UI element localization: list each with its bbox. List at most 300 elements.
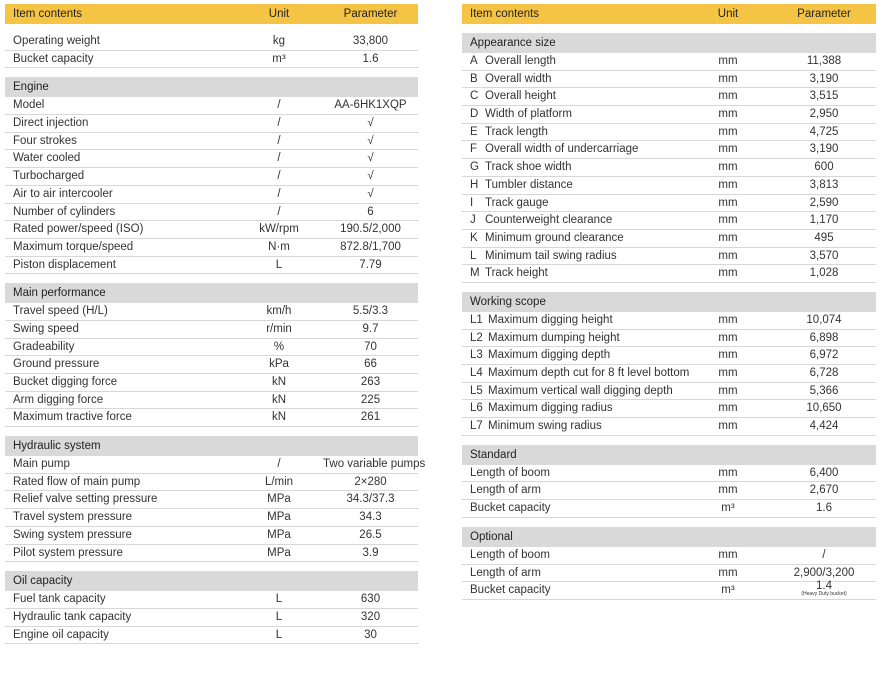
table-row <box>462 265 876 283</box>
unit-cell: mm <box>718 249 738 262</box>
item-cell <box>13 591 106 609</box>
unit-cell: / <box>277 458 281 471</box>
item-label: Travel system pressure <box>13 511 133 524</box>
unit-cell: L <box>275 628 283 641</box>
item-cell <box>470 212 612 230</box>
section-header <box>5 77 418 97</box>
parameter-cell: 10,074 <box>806 313 842 326</box>
table-row <box>5 33 418 51</box>
dimension-letter: C <box>470 90 479 103</box>
dimension-letter: B <box>470 72 478 85</box>
item-label: Arm digging force <box>13 393 104 406</box>
item-cell <box>470 347 610 365</box>
parameter-cell: √ <box>367 152 374 165</box>
table-row <box>5 392 418 410</box>
item-label: Track height <box>485 267 548 280</box>
item-label: Length of arm <box>470 484 541 497</box>
unit-cell: m³ <box>721 584 735 597</box>
unit-cell: mm <box>718 55 738 67</box>
item-label: Rated flow of main pump <box>13 475 141 488</box>
item-cell <box>470 330 620 348</box>
dimension-letter: M <box>470 267 480 280</box>
unit-cell: m³ <box>272 52 286 65</box>
header-unit: Unit <box>268 8 290 20</box>
unit-cell: r/min <box>266 322 292 335</box>
item-label: Water cooled <box>13 152 81 165</box>
unit-cell: % <box>273 340 285 353</box>
item-cell <box>470 159 572 177</box>
item-label: Main pump <box>13 458 70 471</box>
item-label: Maximum torque/speed <box>13 240 134 253</box>
parameter-cell: 5.5/3.3 <box>352 305 389 318</box>
item-label: Maximum digging height <box>488 313 613 326</box>
parameter-cell: √ <box>367 187 374 200</box>
table-header <box>462 4 876 24</box>
item-cell <box>13 303 108 321</box>
item-label: Maximum digging radius <box>488 402 613 415</box>
parameter-cell: 70 <box>364 340 377 353</box>
parameter-cell: 3,190 <box>809 143 839 156</box>
parameter-cell: 495 <box>814 231 834 244</box>
unit-cell: mm <box>718 178 738 191</box>
unit-cell: kN <box>271 411 287 424</box>
item-cell <box>470 141 638 159</box>
table-row <box>5 456 426 474</box>
item-cell <box>470 312 613 330</box>
item-label: Overall height <box>485 90 556 103</box>
table-row <box>5 627 418 645</box>
item-label: Overall length <box>485 55 556 67</box>
item-label: Piston displacement <box>13 258 116 271</box>
parameter-note: (Heavy Duty bucket) <box>801 591 847 598</box>
item-cell <box>13 51 94 69</box>
left-spec-table <box>5 4 426 644</box>
parameter-cell: 3,515 <box>809 90 839 103</box>
parameter-cell: 1.6 <box>362 52 379 65</box>
item-label: Track gauge <box>485 196 549 209</box>
unit-cell: / <box>277 205 281 218</box>
item-cell <box>470 365 689 383</box>
item-cell <box>13 491 157 509</box>
right-spec-table <box>462 4 876 600</box>
section-header <box>462 445 876 465</box>
parameter-cell: 34.3 <box>359 511 382 524</box>
item-label: Overall width <box>485 72 552 85</box>
item-cell <box>13 545 123 563</box>
parameter-cell: 4,725 <box>809 125 839 138</box>
header-parameter: Parameter <box>797 8 851 20</box>
parameter-cell: 1,028 <box>809 267 839 280</box>
item-cell <box>13 527 132 545</box>
unit-cell: / <box>277 99 281 112</box>
item-label: Hydraulic tank capacity <box>13 610 132 623</box>
section-header <box>5 571 418 591</box>
item-label: Model <box>13 99 45 112</box>
item-cell <box>13 133 77 151</box>
header-item-contents: Item contents <box>470 8 540 20</box>
unit-cell: N·m <box>268 240 290 253</box>
table-row <box>462 88 876 106</box>
item-label: Turbocharged <box>13 170 85 183</box>
section-title: Appearance size <box>470 37 556 49</box>
unit-cell: mm <box>718 466 738 479</box>
item-cell <box>470 482 541 500</box>
item-label: Minimum tail swing radius <box>485 249 617 262</box>
dimension-letter: L1 <box>470 313 483 326</box>
unit-cell: mm <box>718 331 738 344</box>
dimension-letter: F <box>470 143 478 156</box>
parameter-cell: AA-6HK1XQP <box>334 99 407 112</box>
item-cell <box>470 248 617 266</box>
unit-cell: L <box>275 593 283 606</box>
item-label: Bucket capacity <box>470 502 551 515</box>
table-row <box>5 51 418 69</box>
unit-cell: mm <box>718 90 738 103</box>
item-cell <box>13 339 74 357</box>
table-row <box>5 374 418 392</box>
item-cell <box>470 383 673 401</box>
table-row <box>462 53 876 71</box>
item-label: Overall width of undercarriage <box>485 143 639 156</box>
table-row <box>462 565 876 583</box>
parameter-cell: 5,366 <box>809 384 839 397</box>
unit-cell: mm <box>718 214 738 227</box>
table-row <box>462 400 876 418</box>
table-row <box>5 221 418 239</box>
unit-cell: mm <box>718 313 738 326</box>
unit-cell: MPa <box>267 546 291 559</box>
unit-cell: MPa <box>267 493 291 506</box>
item-cell <box>13 257 116 275</box>
parameter-cell: √ <box>367 134 374 147</box>
item-label: Maximum tractive force <box>13 411 132 424</box>
parameter-cell: 2,900/3,200 <box>793 566 855 579</box>
parameter-cell: 7.79 <box>359 258 382 271</box>
table-row <box>462 124 876 142</box>
parameter-cell: 6,400 <box>809 466 839 479</box>
table-row <box>5 591 418 609</box>
dimension-letter: D <box>470 108 479 121</box>
table-row <box>462 248 876 266</box>
table-row <box>462 418 876 436</box>
section-header <box>5 283 418 303</box>
parameter-cell: 10,650 <box>806 402 842 415</box>
parameter-cell: √ <box>367 170 374 183</box>
table-row <box>462 230 876 248</box>
dimension-letter: L <box>470 249 477 262</box>
section-title: Main performance <box>13 287 106 300</box>
parameter-cell: 3,190 <box>809 72 839 85</box>
table-row <box>462 159 876 177</box>
table-row <box>462 177 876 195</box>
table-row <box>462 465 876 483</box>
item-label: Width of platform <box>485 108 572 121</box>
item-label: Maximum dumping height <box>488 331 620 344</box>
table-row <box>462 347 876 365</box>
unit-cell: / <box>277 117 281 130</box>
section-header <box>462 527 876 547</box>
header-parameter: Parameter <box>343 8 398 20</box>
header-unit: Unit <box>717 8 739 20</box>
section-header <box>462 292 876 312</box>
item-cell <box>470 195 549 213</box>
unit-cell: mm <box>718 484 738 497</box>
item-label: Four strokes <box>13 134 77 147</box>
item-cell <box>470 106 572 124</box>
table-row <box>5 239 418 257</box>
unit-cell: kW/rpm <box>259 223 299 236</box>
item-cell <box>13 609 131 627</box>
table-row <box>5 609 418 627</box>
item-label: Counterweight clearance <box>485 214 613 227</box>
dimension-letter: L6 <box>470 402 483 415</box>
table-row <box>462 330 876 348</box>
parameter-cell: 190.5/2,000 <box>340 223 401 236</box>
unit-cell: mm <box>718 548 738 561</box>
item-cell <box>13 321 79 339</box>
item-label: Bucket digging force <box>13 376 118 388</box>
parameter-cell: / <box>822 548 826 561</box>
unit-cell: mm <box>718 566 738 579</box>
parameter-cell: 630 <box>360 593 381 606</box>
unit-cell: kN <box>271 376 287 388</box>
item-label: Length of boom <box>470 466 550 479</box>
item-label: Bucket capacity <box>470 584 551 597</box>
table-row <box>5 150 418 168</box>
item-cell <box>470 71 551 89</box>
item-cell <box>13 456 70 474</box>
dimension-letter: L3 <box>470 349 483 362</box>
unit-cell: mm <box>718 72 738 85</box>
unit-cell: MPa <box>267 528 291 541</box>
parameter-cell: 320 <box>360 610 381 623</box>
table-row <box>462 71 876 89</box>
item-cell <box>13 627 109 645</box>
table-row <box>5 491 418 509</box>
item-label: Maximum vertical wall digging depth <box>488 384 673 397</box>
unit-cell: mm <box>718 267 738 280</box>
item-cell <box>470 230 624 248</box>
parameter-cell: 11,388 <box>806 55 842 67</box>
dimension-letter: J <box>470 214 476 227</box>
item-label: Operating weight <box>13 35 100 47</box>
unit-cell: MPa <box>267 511 291 524</box>
table-row <box>5 321 418 339</box>
dimension-letter: L4 <box>470 367 483 379</box>
unit-cell: mm <box>718 349 738 362</box>
section-header <box>462 33 876 53</box>
dimension-letter: G <box>470 161 479 174</box>
section-title: Oil capacity <box>13 575 73 588</box>
table-row <box>5 115 418 133</box>
item-cell <box>470 177 573 195</box>
table-row <box>5 409 418 427</box>
parameter-cell: 3.9 <box>362 546 379 559</box>
unit-cell: mm <box>718 161 738 174</box>
item-cell <box>13 33 100 51</box>
unit-cell: mm <box>718 420 738 433</box>
item-label: Rated power/speed (ISO) <box>13 223 144 236</box>
item-label: Air to air intercooler <box>13 187 113 200</box>
parameter-cell: 6,728 <box>809 367 839 379</box>
parameter-cell: 872.8/1,700 <box>340 240 401 253</box>
item-label: Travel speed (H/L) <box>13 305 108 318</box>
item-cell <box>470 265 548 283</box>
item-cell <box>13 150 80 168</box>
table-row <box>5 356 418 374</box>
item-cell <box>13 409 132 427</box>
item-cell <box>470 500 551 518</box>
dimension-letter: K <box>470 231 478 244</box>
parameter-cell: 6 <box>367 205 374 218</box>
parameter-cell <box>772 582 876 597</box>
item-cell <box>470 418 602 436</box>
table-row <box>462 383 876 401</box>
unit-cell: mm <box>718 125 738 138</box>
unit-cell: mm <box>718 367 738 379</box>
item-cell <box>13 204 115 222</box>
item-cell <box>13 474 140 492</box>
dimension-letter: L2 <box>470 331 483 344</box>
unit-cell: km/h <box>266 305 292 318</box>
parameter-cell: 1,170 <box>809 214 839 227</box>
item-label: Track length <box>485 125 548 138</box>
dimension-letter: L7 <box>470 420 483 433</box>
item-cell <box>470 400 613 418</box>
unit-cell: / <box>277 187 281 200</box>
item-cell <box>470 124 548 142</box>
parameter-cell: 6,898 <box>809 331 839 344</box>
table-row <box>462 141 876 159</box>
table-row <box>462 312 876 330</box>
section-title: Standard <box>470 448 517 461</box>
item-cell <box>470 547 550 565</box>
item-cell <box>13 186 113 204</box>
table-header <box>5 4 418 24</box>
parameter-cell: 3,813 <box>809 178 839 191</box>
section-title: Engine <box>13 81 49 94</box>
parameter-cell: 26.5 <box>359 528 382 541</box>
table-row <box>462 195 876 213</box>
table-row <box>5 339 418 357</box>
item-cell <box>13 374 117 392</box>
table-row <box>462 365 876 383</box>
parameter-cell: 33,800 <box>352 35 389 47</box>
unit-cell: mm <box>718 143 738 156</box>
parameter-cell: 2,950 <box>809 108 839 121</box>
table-row <box>462 482 876 500</box>
table-row <box>462 582 876 600</box>
parameter-cell: 30 <box>364 628 377 641</box>
item-cell <box>13 239 133 257</box>
item-label: Length of boom <box>470 548 550 561</box>
item-cell <box>13 115 88 133</box>
table-row <box>5 474 418 492</box>
item-label: Fuel tank capacity <box>13 593 106 606</box>
parameter-cell: 2,670 <box>809 484 839 497</box>
section-title: Hydraulic system <box>13 440 101 453</box>
item-label: Direct injection <box>13 117 89 130</box>
unit-cell: mm <box>718 402 738 415</box>
dimension-letter: I <box>470 196 474 209</box>
table-row <box>5 168 418 186</box>
dimension-letter: E <box>470 125 478 138</box>
item-label: Minimum ground clearance <box>485 231 624 244</box>
table-row <box>5 97 418 115</box>
unit-cell: / <box>277 134 281 147</box>
item-label: Maximum depth cut for 8 ft level bottom <box>488 367 690 379</box>
item-label: Engine oil capacity <box>13 628 109 641</box>
item-label: Swing speed <box>13 322 79 335</box>
parameter-cell: 263 <box>360 376 381 388</box>
item-label: Swing system pressure <box>13 528 132 541</box>
unit-cell: L/min <box>264 475 294 488</box>
dimension-letter: H <box>470 178 479 191</box>
table-row <box>5 257 418 275</box>
item-label: Maximum digging depth <box>488 349 611 362</box>
table-row <box>5 527 418 545</box>
dimension-letter: A <box>470 55 478 67</box>
item-label: Minimum swing radius <box>488 420 602 433</box>
parameter-cell: 2×280 <box>354 475 387 488</box>
parameter-cell: 600 <box>814 161 834 174</box>
unit-cell: mm <box>718 196 738 209</box>
item-label: Pilot system pressure <box>13 546 123 559</box>
parameter-cell: 261 <box>360 411 381 424</box>
parameter-cell: 225 <box>360 393 381 406</box>
item-cell <box>470 582 551 600</box>
unit-cell: mm <box>718 384 738 397</box>
parameter-value: 1.4 <box>816 580 832 593</box>
table-row <box>5 303 418 321</box>
item-cell <box>13 221 143 239</box>
table-row <box>462 212 876 230</box>
unit-cell: m³ <box>721 502 735 515</box>
section-title: Working scope <box>470 295 546 308</box>
parameter-cell: 9.7 <box>362 322 379 335</box>
parameter-cell: 3,570 <box>809 249 839 262</box>
unit-cell: / <box>277 170 281 183</box>
unit-cell: L <box>275 258 283 271</box>
item-label: Track shoe width <box>485 161 572 174</box>
table-row <box>5 509 418 527</box>
item-label: Bucket capacity <box>13 52 94 65</box>
parameter-cell: 6,972 <box>809 349 839 362</box>
parameter-cell: 1.6 <box>816 502 832 515</box>
table-row <box>5 204 418 222</box>
section-header <box>5 436 418 456</box>
item-label: Gradeability <box>13 340 75 353</box>
table-row <box>5 545 418 563</box>
item-label: Number of cylinders <box>13 205 116 218</box>
item-label: Ground pressure <box>13 358 100 371</box>
unit-cell: kN <box>271 393 287 406</box>
table-row <box>462 500 876 518</box>
parameter-cell: 2,590 <box>809 196 839 209</box>
item-cell <box>470 53 556 71</box>
table-row <box>5 133 418 151</box>
item-cell <box>470 465 550 483</box>
item-cell <box>13 356 99 374</box>
header-item-contents: Item contents <box>13 8 83 20</box>
dimension-letter: L5 <box>470 384 483 397</box>
item-cell <box>13 392 103 410</box>
unit-cell: kg <box>272 35 286 47</box>
item-cell <box>13 168 84 186</box>
item-cell <box>13 509 132 527</box>
section-title: Optional <box>470 530 513 543</box>
unit-cell: kPa <box>269 358 289 371</box>
